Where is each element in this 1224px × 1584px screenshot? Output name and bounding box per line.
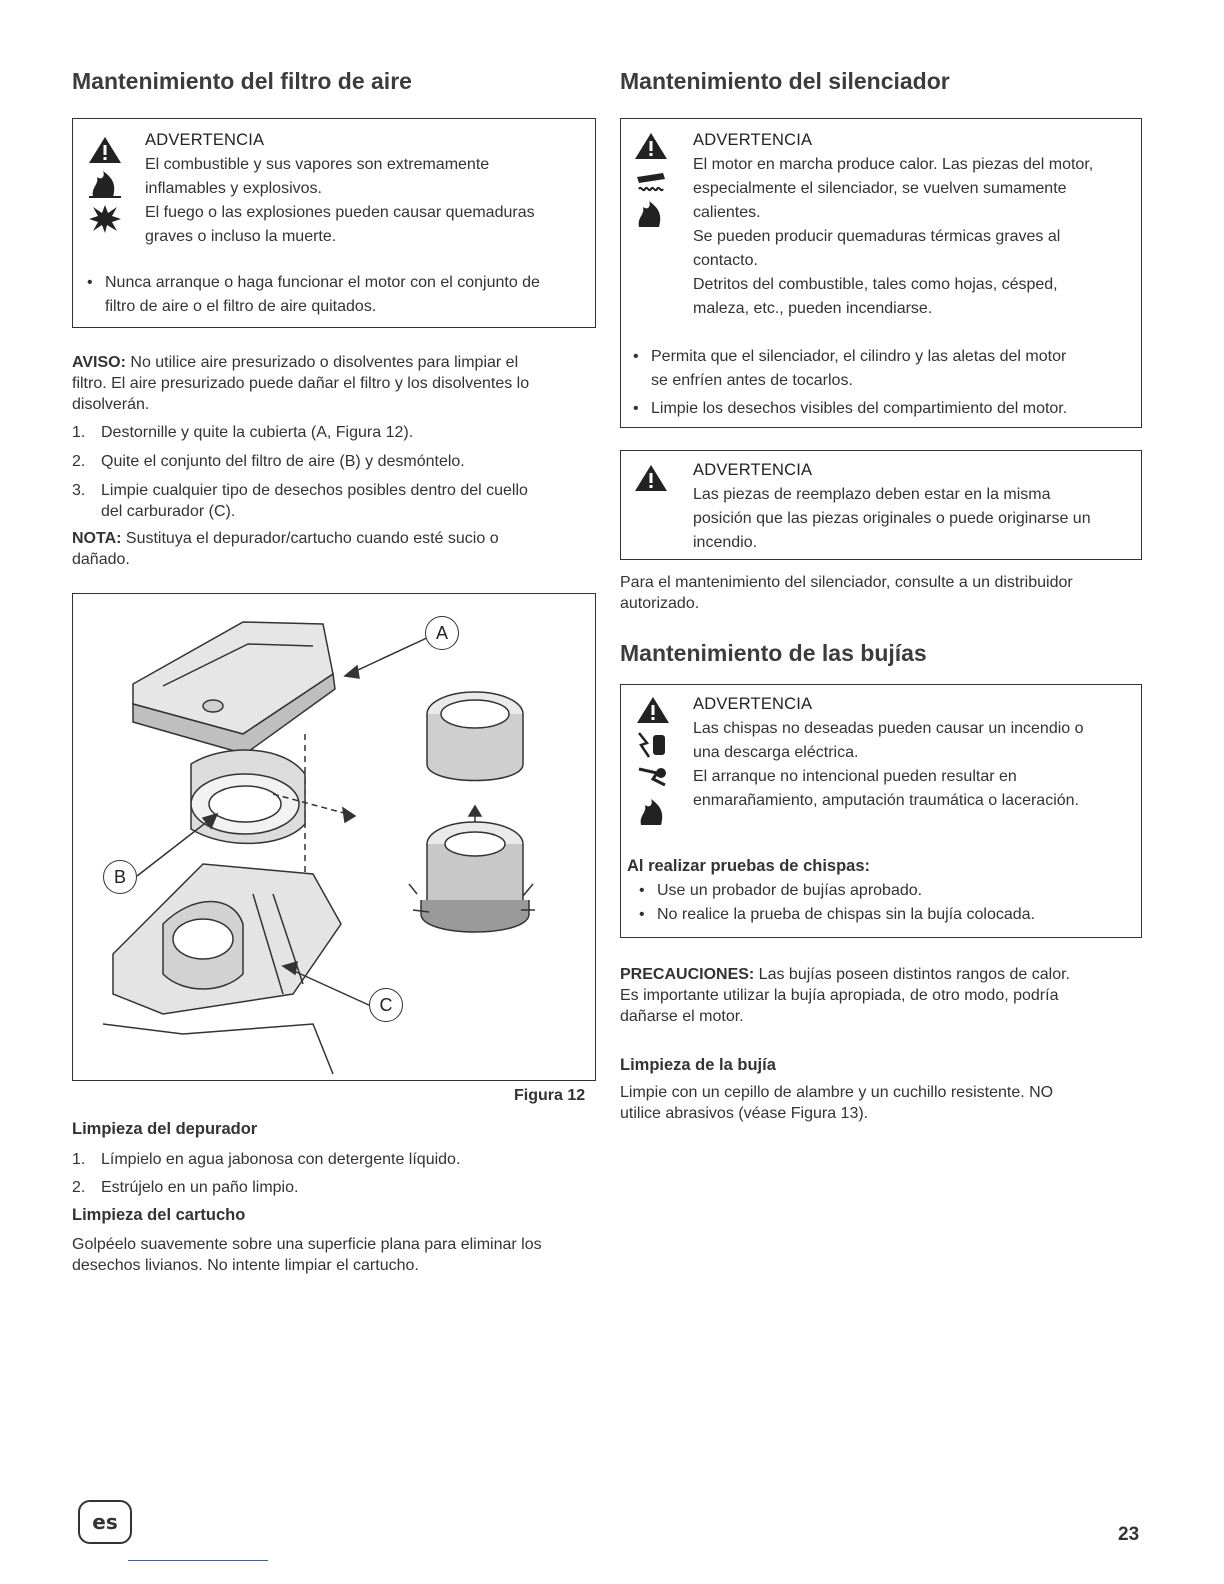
note-line: Para el mantenimiento del silenciador, consulte a un distribuidor [620, 574, 1073, 591]
warning-text [693, 717, 1084, 813]
subheading-depurador: Limpieza del depurador [72, 1120, 258, 1138]
warning-title: ADVERTENCIA [693, 695, 813, 713]
warning-icons [87, 135, 131, 237]
warning-line: contacto. [693, 252, 758, 269]
fire-icon [635, 797, 671, 827]
warning-triangle-icon [635, 695, 671, 725]
aviso-line: filtro. El aire presurizado puede dañar el filtro y los disolventes lo [72, 375, 530, 392]
bullet-line: • Nunca arranque o haga funcionar el motor con el conjunto de [105, 274, 540, 291]
fire-icon [633, 199, 669, 229]
warning-line: Las chispas no deseadas pueden causar un incendio o [693, 720, 1084, 737]
warning-line: El combustible y sus vapores son extremamente [145, 156, 490, 173]
warning-line: incendio. [693, 534, 758, 551]
note-line: autorizado. [620, 595, 700, 612]
precauciones-line: dañarse el motor. [620, 1008, 744, 1025]
warning-icons [633, 131, 677, 233]
figure-12-illustration [72, 593, 596, 1081]
step-number: 1. [72, 1151, 86, 1168]
warning-text [145, 153, 535, 249]
warning-triangle-icon [87, 135, 123, 165]
warning-line: inflamables y explosivos. [145, 180, 322, 197]
step-number: 2. [72, 1179, 86, 1196]
aviso-paragraph [72, 352, 596, 415]
step-number: 1. [72, 424, 86, 441]
nota-line: Sustituya el depurador/cartucho cuando esté sucio o [121, 530, 499, 547]
step-text [101, 480, 528, 522]
section-title-spark-plugs: Mantenimiento de las bujías [620, 640, 927, 666]
subheading-cartucho: Limpieza del cartucho [72, 1206, 246, 1224]
warning-line: El motor en marcha produce calor. Las piezas del motor, [693, 156, 1094, 173]
warning-box-air-filter [72, 118, 596, 328]
hot-surface-icon [633, 165, 669, 195]
bullet-line: • Limpie los desechos visibles del compartimiento del motor. [651, 400, 1068, 417]
warning-line: El fuego o las explosiones pueden causar quemaduras [145, 204, 535, 221]
warning-line: enmarañamiento, amputación traumática o laceración. [693, 792, 1079, 809]
language-badge: es [78, 1500, 132, 1544]
warning-text [693, 153, 1093, 321]
step-number: 3. [72, 482, 86, 499]
step-text: Destornille y quite la cubierta (A, Figura 12). [101, 424, 414, 441]
warning-icons [635, 695, 679, 831]
warning-box-spark [620, 684, 1142, 938]
warning-line: posición que las piezas originales o puede originarse un [693, 510, 1091, 527]
aviso-line: disolverán. [72, 396, 150, 413]
precauciones-paragraph [620, 964, 1142, 1027]
section-title-air-filter: Mantenimiento del filtro de aire [72, 68, 412, 94]
warning-title: ADVERTENCIA [145, 131, 265, 149]
warning-triangle-icon [633, 463, 669, 493]
bullet-line: • Use un probador de bujías aprobado. [657, 882, 923, 899]
bullet-line: se enfríen antes de tocarlos. [651, 372, 853, 389]
nota-paragraph [72, 528, 596, 570]
cartucho-line: Golpéelo suavemente sobre una superficie plana para eliminar los [72, 1236, 542, 1253]
air-filter-diagram [73, 594, 595, 1080]
warning-bullet [105, 271, 540, 319]
precauciones-line: Las bujías poseen distintos rangos de calor. [754, 966, 1070, 983]
warning-title: ADVERTENCIA [693, 461, 813, 479]
aviso-line: No utilice aire presurizado o disolventes para limpiar el [125, 354, 519, 371]
step-text: Límpielo en agua jabonosa con detergente líquido. [101, 1151, 461, 1168]
bullet-line: filtro de aire o el filtro de aire quitados. [105, 298, 377, 315]
aviso-label: AVISO: [72, 354, 126, 371]
step-text: Quite el conjunto del filtro de aire (B) y desmóntelo. [101, 453, 465, 470]
warning-bullet [657, 903, 1035, 927]
page-number: 23 [1118, 1524, 1140, 1545]
figure-caption: Figura 12 [514, 1087, 586, 1104]
bullet-line: • No realice la prueba de chispas sin la bujía colocada. [657, 906, 1036, 923]
callout-b: B [103, 860, 137, 894]
limpieza-paragraph [620, 1082, 1142, 1124]
step-item [72, 480, 596, 522]
warning-line: Se pueden producir quemaduras térmicas graves al [693, 228, 1061, 245]
warning-box-replacement [620, 450, 1142, 560]
step-text: Estrújelo en un paño limpio. [101, 1179, 299, 1196]
warning-bullet [651, 345, 1066, 393]
limpieza-line: Limpie con un cepillo de alambre y un cuchillo resistente. NO [620, 1084, 1054, 1101]
cartucho-paragraph [72, 1234, 596, 1276]
subheading-limpieza-bujia: Limpieza de la bujía [620, 1056, 776, 1074]
step-line: del carburador (C). [101, 503, 236, 520]
warning-bullet [657, 879, 922, 903]
explosion-icon [87, 203, 123, 233]
limpieza-line: utilice abrasivos (véase Figura 13). [620, 1105, 869, 1122]
step-number: 2. [72, 453, 86, 470]
fire-vapor-icon [87, 169, 123, 199]
precauciones-line: Es importante utilizar la bujía apropiada, de otro modo, podría [620, 987, 1059, 1004]
warning-title: ADVERTENCIA [693, 131, 813, 149]
warning-line: Detritos del combustible, tales como hojas, césped, [693, 276, 1058, 293]
warning-text [693, 483, 1091, 555]
bullet-line: • Permita que el silenciador, el cilindro y las aletas del motor [651, 348, 1067, 365]
warning-line: graves o incluso la muerte. [145, 228, 337, 245]
footer-rule [128, 1560, 268, 1561]
warning-icons [633, 463, 677, 497]
warning-line: maleza, etc., pueden incendiarse. [693, 300, 933, 317]
muffler-note [620, 572, 1142, 614]
callout-c: C [369, 988, 403, 1022]
precauciones-label: PRECAUCIONES: [620, 966, 755, 983]
step-line: Limpie cualquier tipo de desechos posibles dentro del cuello [101, 482, 528, 499]
warning-bullet [651, 397, 1067, 421]
warning-line: calientes. [693, 204, 761, 221]
warning-box-muffler [620, 118, 1142, 428]
warning-line: especialmente el silenciador, se vuelven sumamente [693, 180, 1067, 197]
warning-triangle-icon [633, 131, 669, 161]
electric-shock-icon [635, 729, 671, 759]
entanglement-icon [635, 763, 671, 793]
warning-line: El arranque no intencional pueden resultar en [693, 768, 1017, 785]
warning-line: Las piezas de reemplazo deben estar en la misma [693, 486, 1051, 503]
nota-label: NOTA: [72, 530, 122, 547]
warning-line: una descarga eléctrica. [693, 744, 859, 761]
nota-line: dañado. [72, 551, 130, 568]
callout-a: A [425, 616, 459, 650]
spark-test-subheading: Al realizar pruebas de chispas: [627, 857, 871, 875]
cartucho-line: desechos livianos. No intente limpiar el cartucho. [72, 1257, 419, 1274]
section-title-muffler: Mantenimiento del silenciador [620, 68, 950, 94]
